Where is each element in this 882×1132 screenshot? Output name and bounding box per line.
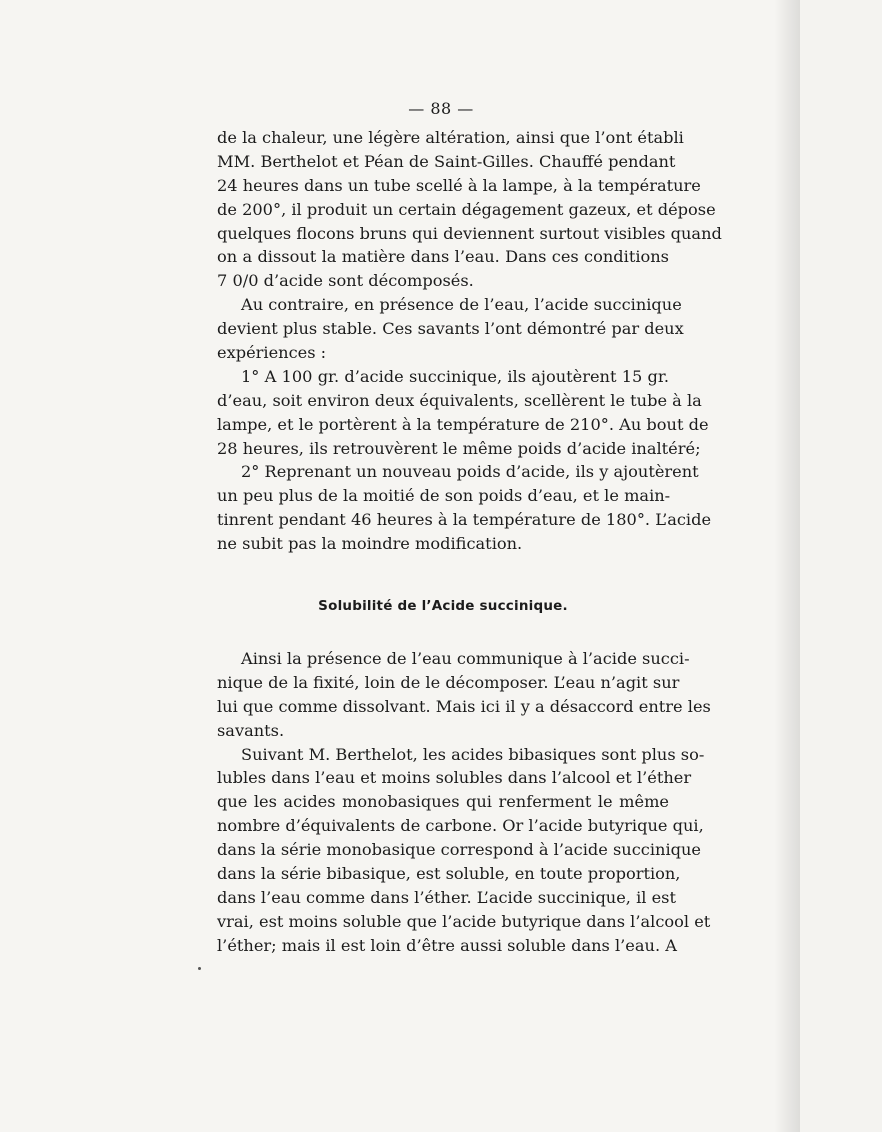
- text-line: vrai, est moins soluble que l’acide butyrique dans l’alcool et: [217, 911, 711, 931]
- text-line: expériences :: [217, 343, 327, 363]
- section-heading: Solubilité de l’Acide succinique.: [318, 598, 568, 614]
- text-line: Au contraire, en présence de l’eau, l’acide succinique: [241, 295, 682, 315]
- text-line: lui que comme dissolvant. Mais ici il y a désaccord entre les: [217, 696, 711, 716]
- page-edge-shadow: [774, 0, 800, 1132]
- text-line: 24 heures dans un tube scellé à la lampe, à la température: [217, 175, 701, 195]
- text-line: dans la série monobasique correspond à l’acide succinique: [217, 840, 701, 860]
- text-line: d’eau, soit environ deux équivalents, scellèrent le tube à la: [217, 390, 702, 410]
- text-line: 2° Reprenant un nouveau poids d’acide, ils y ajoutèrent: [241, 462, 699, 482]
- text-line: lubles dans l’eau et moins solubles dans l’alcool et l’éther: [217, 768, 692, 788]
- text-line: savants.: [217, 720, 285, 740]
- text-line: un peu plus de la moitié de son poids d’eau, et le main-: [217, 486, 671, 506]
- text-line: devient plus stable. Ces savants l’ont démontré par deux: [217, 319, 684, 339]
- text-line: MM. Berthelot et Péan de Saint-Gilles. Chauffé pendant: [217, 151, 676, 171]
- text-line: que les acides monobasiques qui renferment le même: [217, 792, 669, 812]
- scan-speck: [198, 967, 201, 970]
- text-line: 1° A 100 gr. d’acide succinique, ils ajoutèrent 15 gr.: [241, 366, 669, 386]
- text-line: Suivant M. Berthelot, les acides bibasiques sont plus so-: [241, 744, 705, 764]
- text-line: nique de la fixité, loin de le décomposer. L’eau n’agit sur: [217, 672, 680, 692]
- text-line: on a dissout la matière dans l’eau. Dans ces conditions: [217, 247, 669, 267]
- text-line: l’éther; mais il est loin d’être aussi soluble dans l’eau. A: [217, 935, 677, 955]
- paragraph-block-1: [217, 126, 722, 556]
- page-number: — 88 —: [408, 99, 474, 118]
- text-line: Ainsi la présence de l’eau communique à l’acide succi-: [241, 649, 690, 668]
- text-line: nombre d’équivalents de carbone. Or l’acide butyrique qui,: [217, 816, 704, 836]
- text-line: lampe, et le portèrent à la température de 210°. Au bout de: [217, 414, 709, 434]
- text-line: dans l’eau comme dans l’éther. L’acide succinique, il est: [217, 887, 676, 907]
- paragraph-block-2: [217, 647, 711, 958]
- text-line: dans la série bibasique, est soluble, en toute proportion,: [217, 864, 681, 884]
- text-line: ne subit pas la moindre modification.: [217, 534, 523, 554]
- text-line: tinrent pendant 46 heures à la température de 180°. L’acide: [217, 510, 712, 530]
- text-line: 28 heures, ils retrouvèrent le même poids d’acide inaltéré;: [217, 438, 701, 458]
- text-line: de la chaleur, une légère altération, ainsi que l’ont établi: [217, 128, 684, 147]
- text-line: 7 0/0 d’acide sont décomposés.: [217, 271, 474, 291]
- text-line: quelques flocons bruns qui deviennent surtout visibles quand: [217, 223, 722, 243]
- text-line: de 200°, il produit un certain dégagement gazeux, et dépose: [217, 199, 716, 219]
